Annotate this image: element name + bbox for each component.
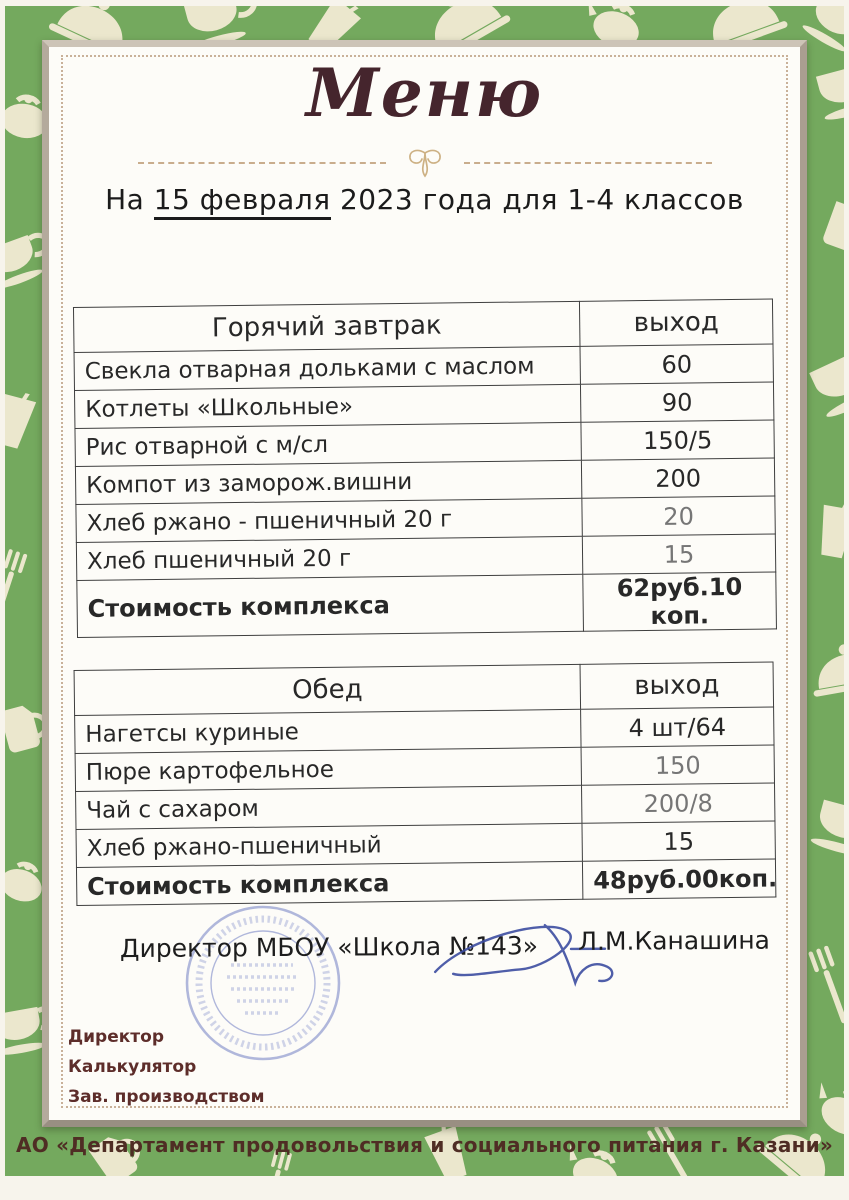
date-underlined: 15 февраля <box>154 183 331 220</box>
kitchen-cloche-icon <box>803 632 844 702</box>
dish-name: Хлеб ржано - пшеничный 20 г <box>76 498 582 542</box>
kitchen-fork-icon <box>5 546 29 626</box>
kitchen-cup-icon <box>807 49 844 125</box>
dish-name: Чай с сахаром <box>76 785 582 829</box>
date-prefix: На <box>105 183 154 216</box>
dish-output: 20 <box>582 496 775 536</box>
dish-output: 15 <box>582 821 775 861</box>
menu-date-line <box>49 183 800 216</box>
footer-roles <box>68 1022 265 1112</box>
dish-output: 90 <box>581 382 774 422</box>
output-header: выход <box>580 299 773 346</box>
total-label: Стоимость комплекса <box>77 574 584 637</box>
role-director: Директор <box>68 1027 164 1047</box>
dish-output: 200 <box>581 458 774 498</box>
menu-title: Меню <box>305 54 544 132</box>
total-row <box>77 572 777 638</box>
dish-output: 15 <box>582 534 775 574</box>
dish-name: Рис отварной с м/сл <box>75 422 581 466</box>
dish-output: 60 <box>580 344 773 384</box>
divider-dash-right <box>464 162 712 164</box>
dish-name: Хлеб ржано-пшеничный <box>76 823 582 867</box>
dish-output: 200/8 <box>582 783 775 823</box>
kitchen-glass-icon <box>5 386 44 456</box>
lunch-header: Обед <box>74 664 581 715</box>
dish-name: Пюре картофельное <box>75 747 581 791</box>
director-name: Л.М.Канашина <box>578 925 771 956</box>
divider-dash-left <box>138 162 386 164</box>
kitchen-fork-icon <box>805 942 844 1029</box>
lunch-table <box>74 661 777 906</box>
dish-output: 150/5 <box>581 420 774 460</box>
total-label: Стоимость комплекса <box>76 861 582 905</box>
dish-name: Котлеты «Школьные» <box>74 384 580 428</box>
role-calculator: Калькулятор <box>68 1057 197 1077</box>
menu-card <box>42 40 807 1127</box>
director-signature <box>425 909 636 1005</box>
total-value: 48руб.00коп. <box>582 859 775 899</box>
dish-name: Компот из заморож.вишни <box>75 460 581 504</box>
director-label: Директор МБОУ «Школа №143» <box>119 931 539 964</box>
title-divider <box>49 147 800 179</box>
breakfast-table <box>73 298 777 638</box>
dish-name: Хлеб пшеничный 20 г <box>76 536 582 580</box>
dish-output: 4 шт/64 <box>581 707 774 747</box>
dish-output: 150 <box>581 745 774 785</box>
role-production-manager: Зав. производством <box>68 1087 265 1107</box>
date-suffix: 2023 года для 1-4 классов <box>330 183 744 216</box>
total-value: 62руб.10 коп. <box>583 572 777 631</box>
output-header: выход <box>580 662 773 709</box>
breakfast-header: Горячий завтрак <box>73 301 580 352</box>
footer-organization: АО «Департамент продовольствия и социального питания г. Казани» <box>16 1133 833 1157</box>
dish-name: Свекла отварная дольками с маслом <box>74 346 580 390</box>
flourish-ornament-icon <box>402 147 448 179</box>
kitchen-glass-icon <box>808 497 844 564</box>
kitchen-cup-icon <box>805 789 844 865</box>
dish-name: Нагетсы куриные <box>75 709 581 753</box>
total-row <box>76 859 775 906</box>
signature-row <box>49 917 800 982</box>
